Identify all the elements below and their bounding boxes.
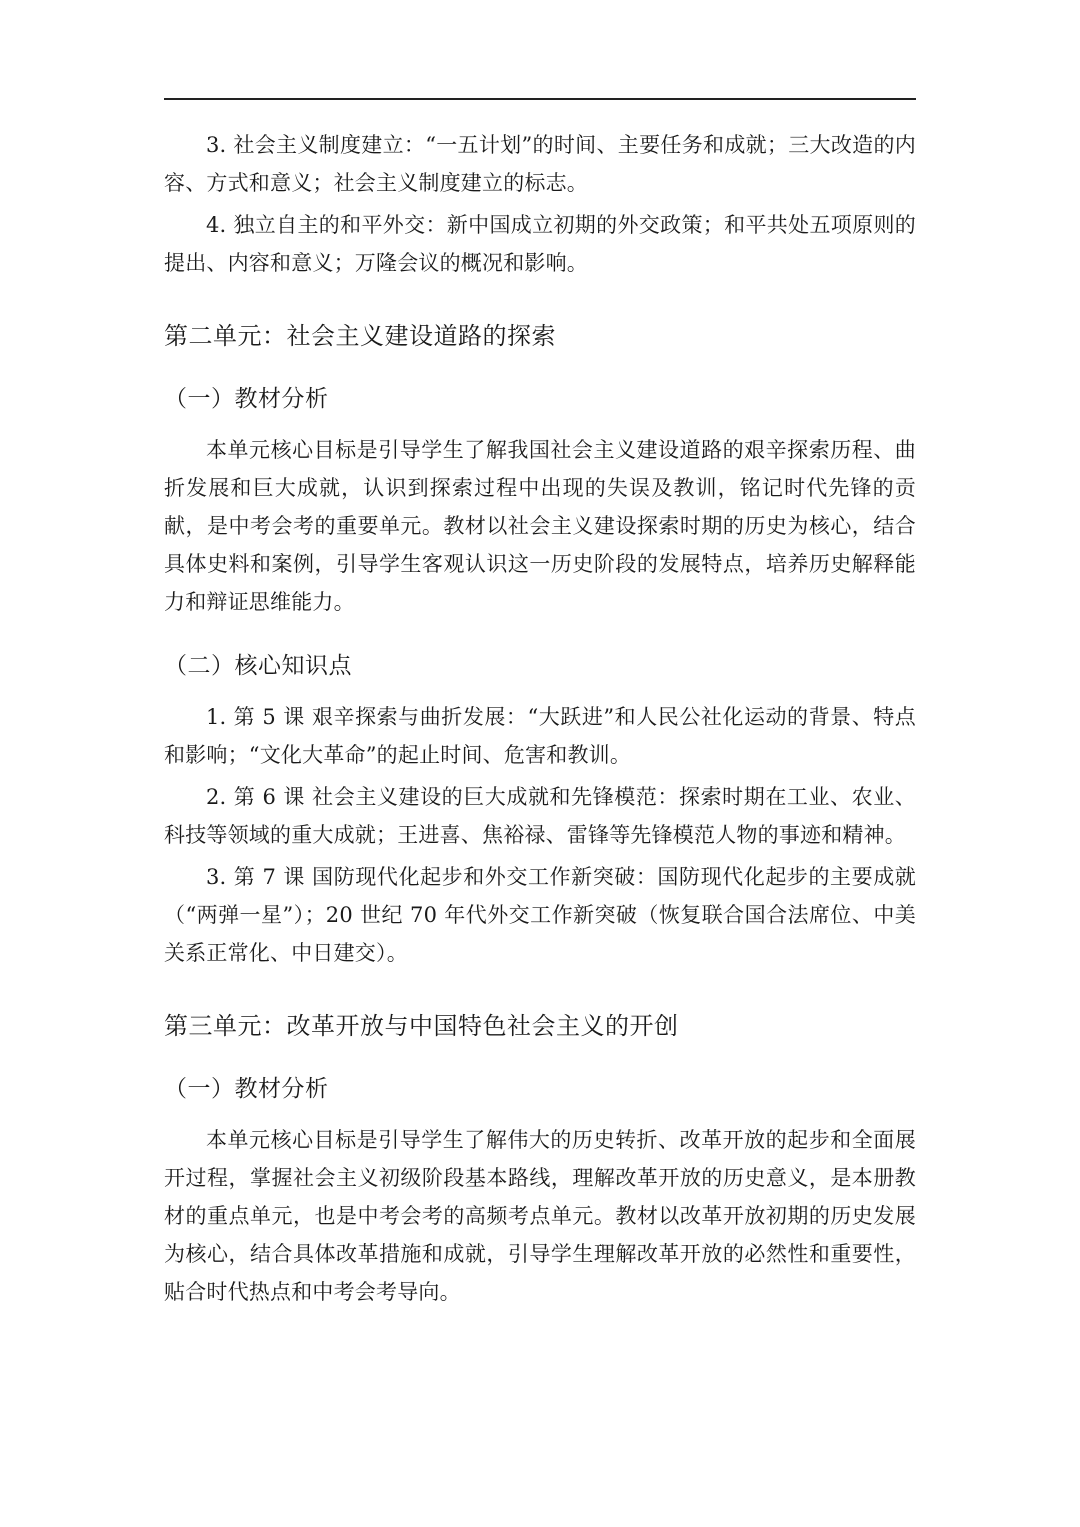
header-rule [164,98,916,100]
unit2-section1-body: 本单元核心目标是引导学生了解我国社会主义建设道路的艰辛探索历程、曲折发展和巨大成就，认识到探索过程中出现的失误及教训，铭记时代先锋的贡献，是中考会考的重要单元。教材以社会主义建设探索时期的历史为核心，结合具体史料和案例，引导学生客观认识这一历史阶段的发展特点，培养历史解释能力和辩证思维能力。 [164,438,916,614]
unit2-knowledge-item-3: 3. 第 7 课 国防现代化起步和外交工作新突破：国防现代化起步的主要成就（“两弹一星”）；20 世纪 70 年代外交工作新突破（恢复联合国合法席位、中美关系正常化、中日建交）。 [164,865,916,965]
unit1-item-4: 4. 独立自主的和平外交：新中国成立初期的外交政策；和平共处五项原则的提出、内容和意义；万隆会议的概况和影响。 [164,213,916,275]
unit2-knowledge-item-2: 2. 第 6 课 社会主义建设的巨大成就和先锋模范：探索时期在工业、农业、科技等领域的重大成就；王进喜、焦裕禄、雷锋等先锋模范人物的事迹和精神。 [164,785,916,847]
page-content [164,126,916,1311]
unit2-knowledge-item-1: 1. 第 5 课 艰辛探索与曲折发展：“大跃进”和人民公社化运动的背景、特点和影响；“文化大革命”的起止时间、危害和教训。 [164,705,916,767]
unit2-section1-heading: （一）教材分析 [164,386,329,412]
unit3-section1-heading: （一）教材分析 [164,1076,329,1102]
unit3-title: 第三单元：改革开放与中国特色社会主义的开创 [164,1012,679,1040]
unit3-section1-body: 本单元核心目标是引导学生了解伟大的历史转折、改革开放的起步和全面展开过程，掌握社会主义初级阶段基本路线，理解改革开放的历史意义，是本册教材的重点单元，也是中考会考的高频考点单元。教材以改革开放初期的历史发展为核心，结合具体改革措施和成就，引导学生理解改革开放的必然性和重要性，贴合时代热点和中考会考导向。 [164,1128,916,1304]
unit1-item-3: 3. 社会主义制度建立：“一五计划”的时间、主要任务和成就；三大改造的内容、方式和意义；社会主义制度建立的标志。 [164,133,916,195]
unit2-section2-heading: （二）核心知识点 [164,653,352,679]
unit2-title: 第二单元：社会主义建设道路的探索 [164,322,556,350]
